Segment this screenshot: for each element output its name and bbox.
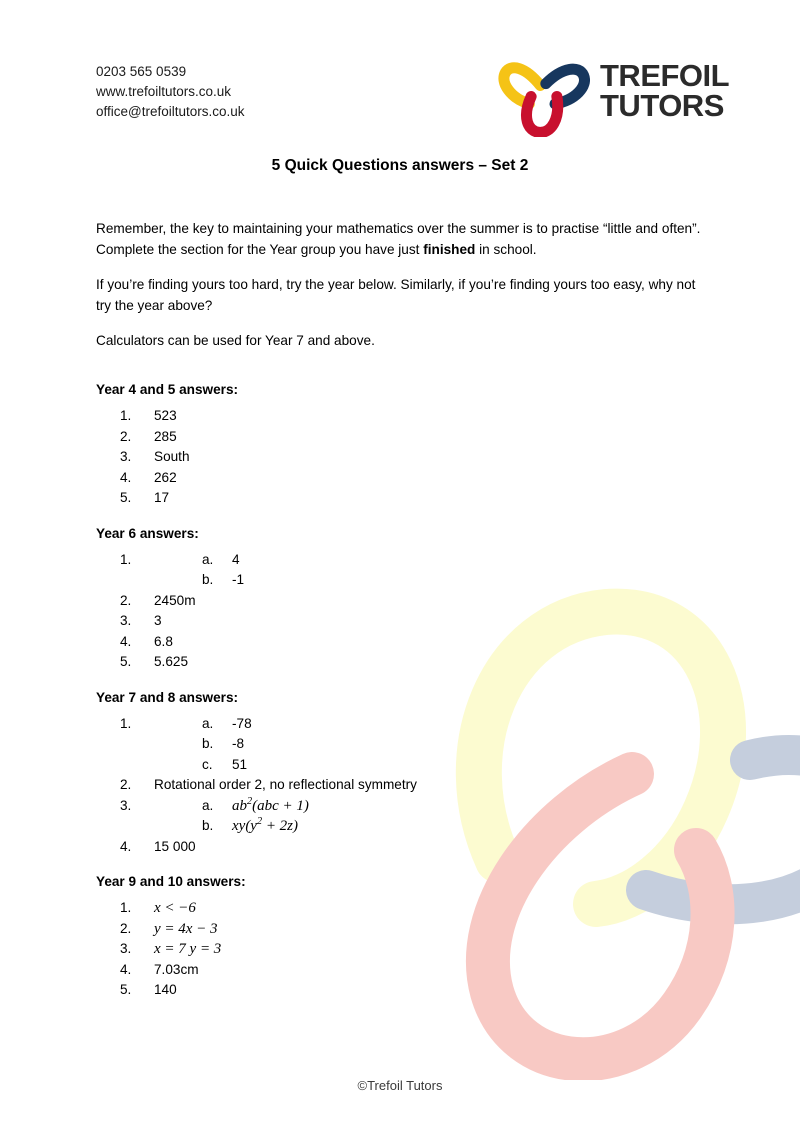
spacer: [96, 365, 704, 379]
answer-item: [120, 591, 704, 612]
intro-paragraph-2: If you’re finding yours too hard, try the year below. Similarly, if you’re finding yours too easy, why not try the year above?: [96, 277, 696, 313]
brand-logo: [498, 42, 730, 140]
answer-item-text: 7.03cm: [154, 961, 199, 977]
answer-item-number: 3.: [120, 797, 132, 813]
answer-item-number: 1.: [120, 551, 132, 567]
intro-paragraph-1: [96, 218, 704, 260]
answer-item: [120, 427, 704, 448]
answer-subitem-number: a.: [202, 715, 214, 731]
section-heading: Year 4 and 5 answers:: [96, 382, 239, 397]
trefoil-logo-mark: [498, 45, 590, 137]
answer-item-number: 3.: [120, 941, 132, 956]
answer-item: [120, 632, 704, 653]
answer-item-number: 2.: [120, 920, 132, 936]
answer-item-text: 2450m: [154, 592, 196, 608]
answer-list: [96, 898, 704, 1001]
answer-subitem: [202, 816, 704, 837]
answer-item-number: 4.: [120, 633, 132, 649]
section-spacer: [96, 509, 704, 523]
section-spacer: [96, 1001, 704, 1015]
answer-item-number: 3.: [120, 613, 132, 628]
answer-item-number: 3.: [120, 449, 132, 464]
answer-item-number: 4.: [120, 469, 132, 485]
answer-subitem-number: b.: [202, 572, 214, 587]
answer-subitem-text: 51: [232, 756, 248, 772]
answer-item-text: 523: [154, 408, 177, 423]
intro-p1-bold: finished: [423, 242, 476, 257]
answer-item: [120, 796, 704, 837]
answer-subitem-number: b.: [202, 736, 214, 751]
answer-subitem: [202, 550, 704, 571]
answer-item: [120, 550, 704, 591]
section-heading: Year 7 and 8 answers:: [96, 689, 239, 705]
answer-item-text: 140: [154, 982, 177, 997]
page-title: 5 Quick Questions answers – Set 2: [271, 157, 529, 174]
answer-item: [120, 775, 704, 796]
document-body: [96, 218, 704, 1015]
answer-list: [96, 550, 704, 673]
answer-subitem-number: a.: [202, 797, 214, 813]
answer-item: [120, 447, 704, 468]
answer-item: [120, 939, 704, 960]
answer-item-number: 2.: [120, 777, 132, 792]
contact-details: [96, 62, 245, 122]
answer-item-text: 15 000: [154, 838, 196, 854]
answer-item-number: 5.: [120, 654, 132, 669]
answer-list: [96, 406, 704, 509]
answer-item: [120, 488, 704, 509]
answer-item: [120, 960, 704, 981]
answer-item-number: 4.: [120, 961, 132, 977]
answer-item-number: 5.: [120, 490, 132, 505]
answer-subitem-number: c.: [202, 756, 213, 772]
answer-subitem: [202, 570, 704, 591]
answer-subitem-text: -78: [232, 715, 252, 731]
answer-item-number: 1.: [120, 900, 132, 915]
answer-item-text: 17: [154, 490, 170, 505]
logo-word-line1: TREFOIL: [600, 58, 730, 94]
answer-item-text: 6.8: [154, 633, 173, 649]
answer-item-number: 2.: [120, 592, 132, 608]
answer-item: [120, 468, 704, 489]
answer-item: [120, 611, 704, 632]
answer-item-number: 1.: [120, 408, 132, 423]
answer-subitem-math: $ab^2(abc + 1)$: [232, 795, 309, 814]
contact-website[interactable]: www.trefoiltutors.co.uk: [96, 84, 232, 99]
answer-sublist: [154, 550, 704, 591]
intro-paragraph-3: Calculators can be used for Year 7 and above.: [96, 333, 375, 348]
answer-subitem: [202, 734, 704, 755]
answer-item: [120, 652, 704, 673]
answer-list: [96, 714, 704, 858]
intro-p1-part2: in school.: [475, 242, 537, 257]
answer-subitem: [202, 796, 704, 817]
answer-item-number: 4.: [120, 838, 132, 854]
answer-subitem-text: 4: [232, 551, 240, 567]
contact-phone: 0203 565 0539: [96, 64, 187, 79]
section-heading: Year 9 and 10 answers:: [96, 874, 246, 889]
answer-sublist: [154, 714, 704, 776]
answer-item: [120, 714, 704, 776]
section-spacer: [96, 857, 704, 871]
answer-subitem: [202, 714, 704, 735]
contact-email[interactable]: office@trefoiltutors.co.uk: [96, 104, 245, 119]
answer-item-text: Rotational order 2, no reflectional symmetry: [154, 777, 417, 792]
logo-wordmark: [600, 58, 730, 123]
answer-sublist: [154, 796, 704, 837]
answer-item: [120, 406, 704, 427]
answer-subitem-number: b.: [202, 818, 214, 833]
answer-subitem: [202, 755, 704, 776]
section-heading: Year 6 answers:: [96, 525, 199, 541]
answer-item: [120, 980, 704, 1001]
answer-item-math: y = 4x − 3: [154, 920, 218, 937]
answer-item: [120, 837, 704, 858]
answer-item-text: 262: [154, 469, 177, 485]
answer-item-math: x = 7 y = 3: [154, 941, 222, 957]
section-spacer: [96, 673, 704, 687]
intro-p1-part1: Remember, the key to maintaining your mathematics over the summer is to practise “little and often”. Complete the section for the Year group you have just: [96, 221, 701, 257]
answer-item-text: 285: [154, 428, 177, 444]
answer-item: [120, 919, 704, 940]
answer-subitem-text: -8: [232, 736, 245, 751]
answer-item-text: South: [154, 449, 190, 464]
answer-subitem-number: a.: [202, 551, 214, 567]
page-footer: ©Trefoil Tutors: [357, 1078, 443, 1093]
answer-subitem-math: $xy(y^2 + 2z)$: [232, 816, 299, 834]
answer-item-text: 5.625: [154, 654, 189, 669]
answer-item-number: 2.: [120, 428, 132, 444]
answer-item-text: 3: [154, 613, 162, 628]
answer-subitem-text: -1: [232, 572, 245, 587]
logo-word-line2: TUTORS: [600, 88, 724, 123]
answer-item: [120, 898, 704, 919]
answer-item-number: 1.: [120, 715, 132, 731]
answer-item-math: x < −6: [154, 900, 196, 916]
answer-sections: [96, 379, 704, 1015]
answer-item-number: 5.: [120, 982, 132, 997]
